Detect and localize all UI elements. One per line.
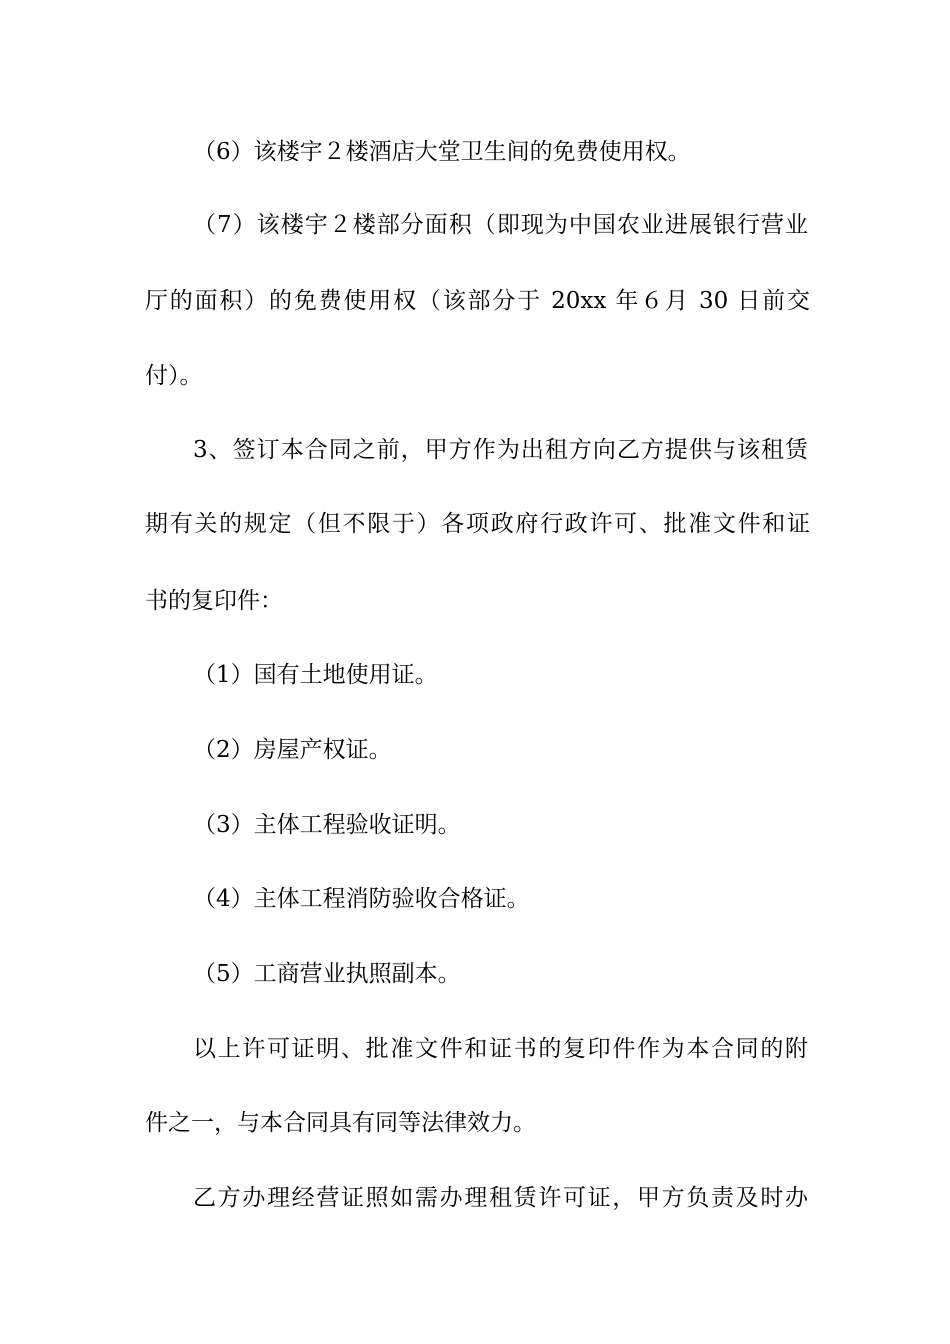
- attachment-para-line-1: 以上许可证明、批准文件和证书的复印件作为本合同的附: [193, 1036, 808, 1062]
- attachment-para-line-2: 件之一，与本合同具有同等法律效力。: [145, 1110, 536, 1136]
- license-para-line-1: 乙方办理经营证照如需办理租赁许可证，甲方负责及时办: [193, 1185, 808, 1211]
- clause-3-line-2: 期有关的规定（但不限于）各项政府行政许可、批准文件和证: [145, 511, 810, 537]
- list-item-2: （2）房屋产权证。: [193, 737, 392, 763]
- list-item-3: （3）主体工程验收证明。: [193, 812, 461, 838]
- list-item-1: （1）国有土地使用证。: [193, 662, 438, 688]
- clause-3-line-1: 3、签订本合同之前，甲方作为出租方向乙方提供与该租赁: [193, 437, 808, 463]
- item-6-line: （6）该楼宇２楼酒店大堂卫生间的免费使用权。: [193, 139, 691, 165]
- list-item-4: （4）主体工程消防验收合格证。: [193, 886, 530, 912]
- clause-3-line-3: 书的复印件：: [145, 588, 283, 614]
- item-7-line-3: 付）。: [145, 363, 203, 389]
- list-item-5: （5）工商营业执照副本。: [193, 961, 461, 987]
- item-7-line-1: （7）该楼宇２楼部分面积（即现为中国农业进展银行营业: [193, 212, 808, 238]
- item-7-line-2: 厅的面积）的免费使用权（该部分于 20xx 年６月 30 日前交: [145, 288, 810, 314]
